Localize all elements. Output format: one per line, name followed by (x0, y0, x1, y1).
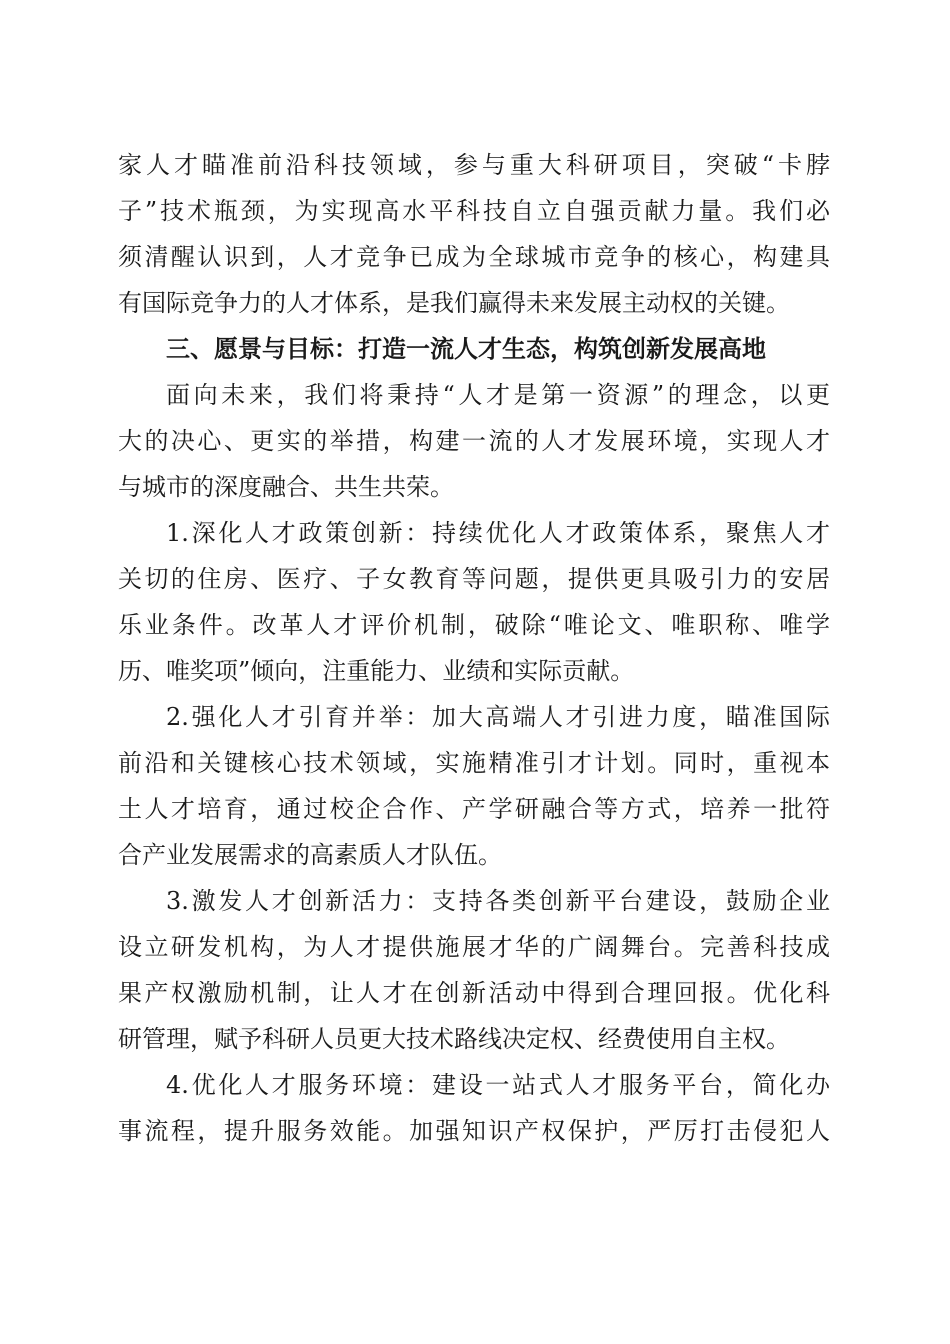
list-item-line: 研管理，赋予科研人员更大技术路线决定权、经费使用自主权。 (118, 1025, 790, 1053)
list-item-line: 前沿和关键核心技术领域，实施精准引才计划。同时，重视本 (118, 749, 830, 777)
list-item-line: 设立研发机构，为人才提供施展才华的广阔舞台。完善科技成 (118, 933, 830, 961)
list-item-line: 合产业发展需求的高素质人才队伍。 (118, 841, 502, 869)
paragraph-line: 有国际竞争力的人才体系，是我们赢得未来发展主动权的关键。 (118, 289, 790, 317)
paragraph-line: 子”技术瓶颈，为实现高水平科技自立自强贡献力量。我们必 (118, 197, 830, 225)
paragraph-line: 家人才瞄准前沿科技领域，参与重大科研项目，突破“卡脖 (118, 151, 830, 179)
list-item-line: 历、唯奖项”倾向，注重能力、业绩和实际贡献。 (118, 657, 635, 685)
list-item-line: 果产权激励机制，让人才在创新活动中得到合理回报。优化科 (118, 979, 830, 1007)
document-body (118, 142, 830, 1154)
paragraph-line: 与城市的深度融合、共生共荣。 (118, 473, 454, 501)
paragraph-line: 面向未来，我们将秉持“人才是第一资源”的理念，以更 (166, 381, 830, 409)
paragraph-line: 大的决心、更实的举措，构建一流的人才发展环境，实现人才 (118, 427, 830, 455)
list-item-line: 3.激发人才创新活力：支持各类创新平台建设，鼓励企业 (166, 887, 830, 915)
list-item-line: 2.强化人才引育并举：加大高端人才引进力度，瞄准国际 (166, 703, 830, 731)
list-item-line: 1.深化人才政策创新：持续优化人才政策体系，聚焦人才 (166, 519, 830, 547)
list-item-line: 乐业条件。改革人才评价机制，破除“唯论文、唯职称、唯学 (118, 611, 830, 639)
list-item-line: 土人才培育，通过校企合作、产学研融合等方式，培养一批符 (118, 795, 830, 823)
list-item-line: 关切的住房、医疗、子女教育等问题，提供更具吸引力的安居 (118, 565, 830, 593)
list-item-line: 事流程，提升服务效能。加强知识产权保护，严厉打击侵犯人 (118, 1117, 830, 1145)
list-item-line: 4.优化人才服务环境：建设一站式人才服务平台，简化办 (166, 1071, 830, 1099)
paragraph-line: 须清醒认识到，人才竞争已成为全球城市竞争的核心，构建具 (118, 243, 830, 271)
section-heading: 三、愿景与目标：打造一流人才生态，构筑创新发展高地 (166, 335, 766, 363)
